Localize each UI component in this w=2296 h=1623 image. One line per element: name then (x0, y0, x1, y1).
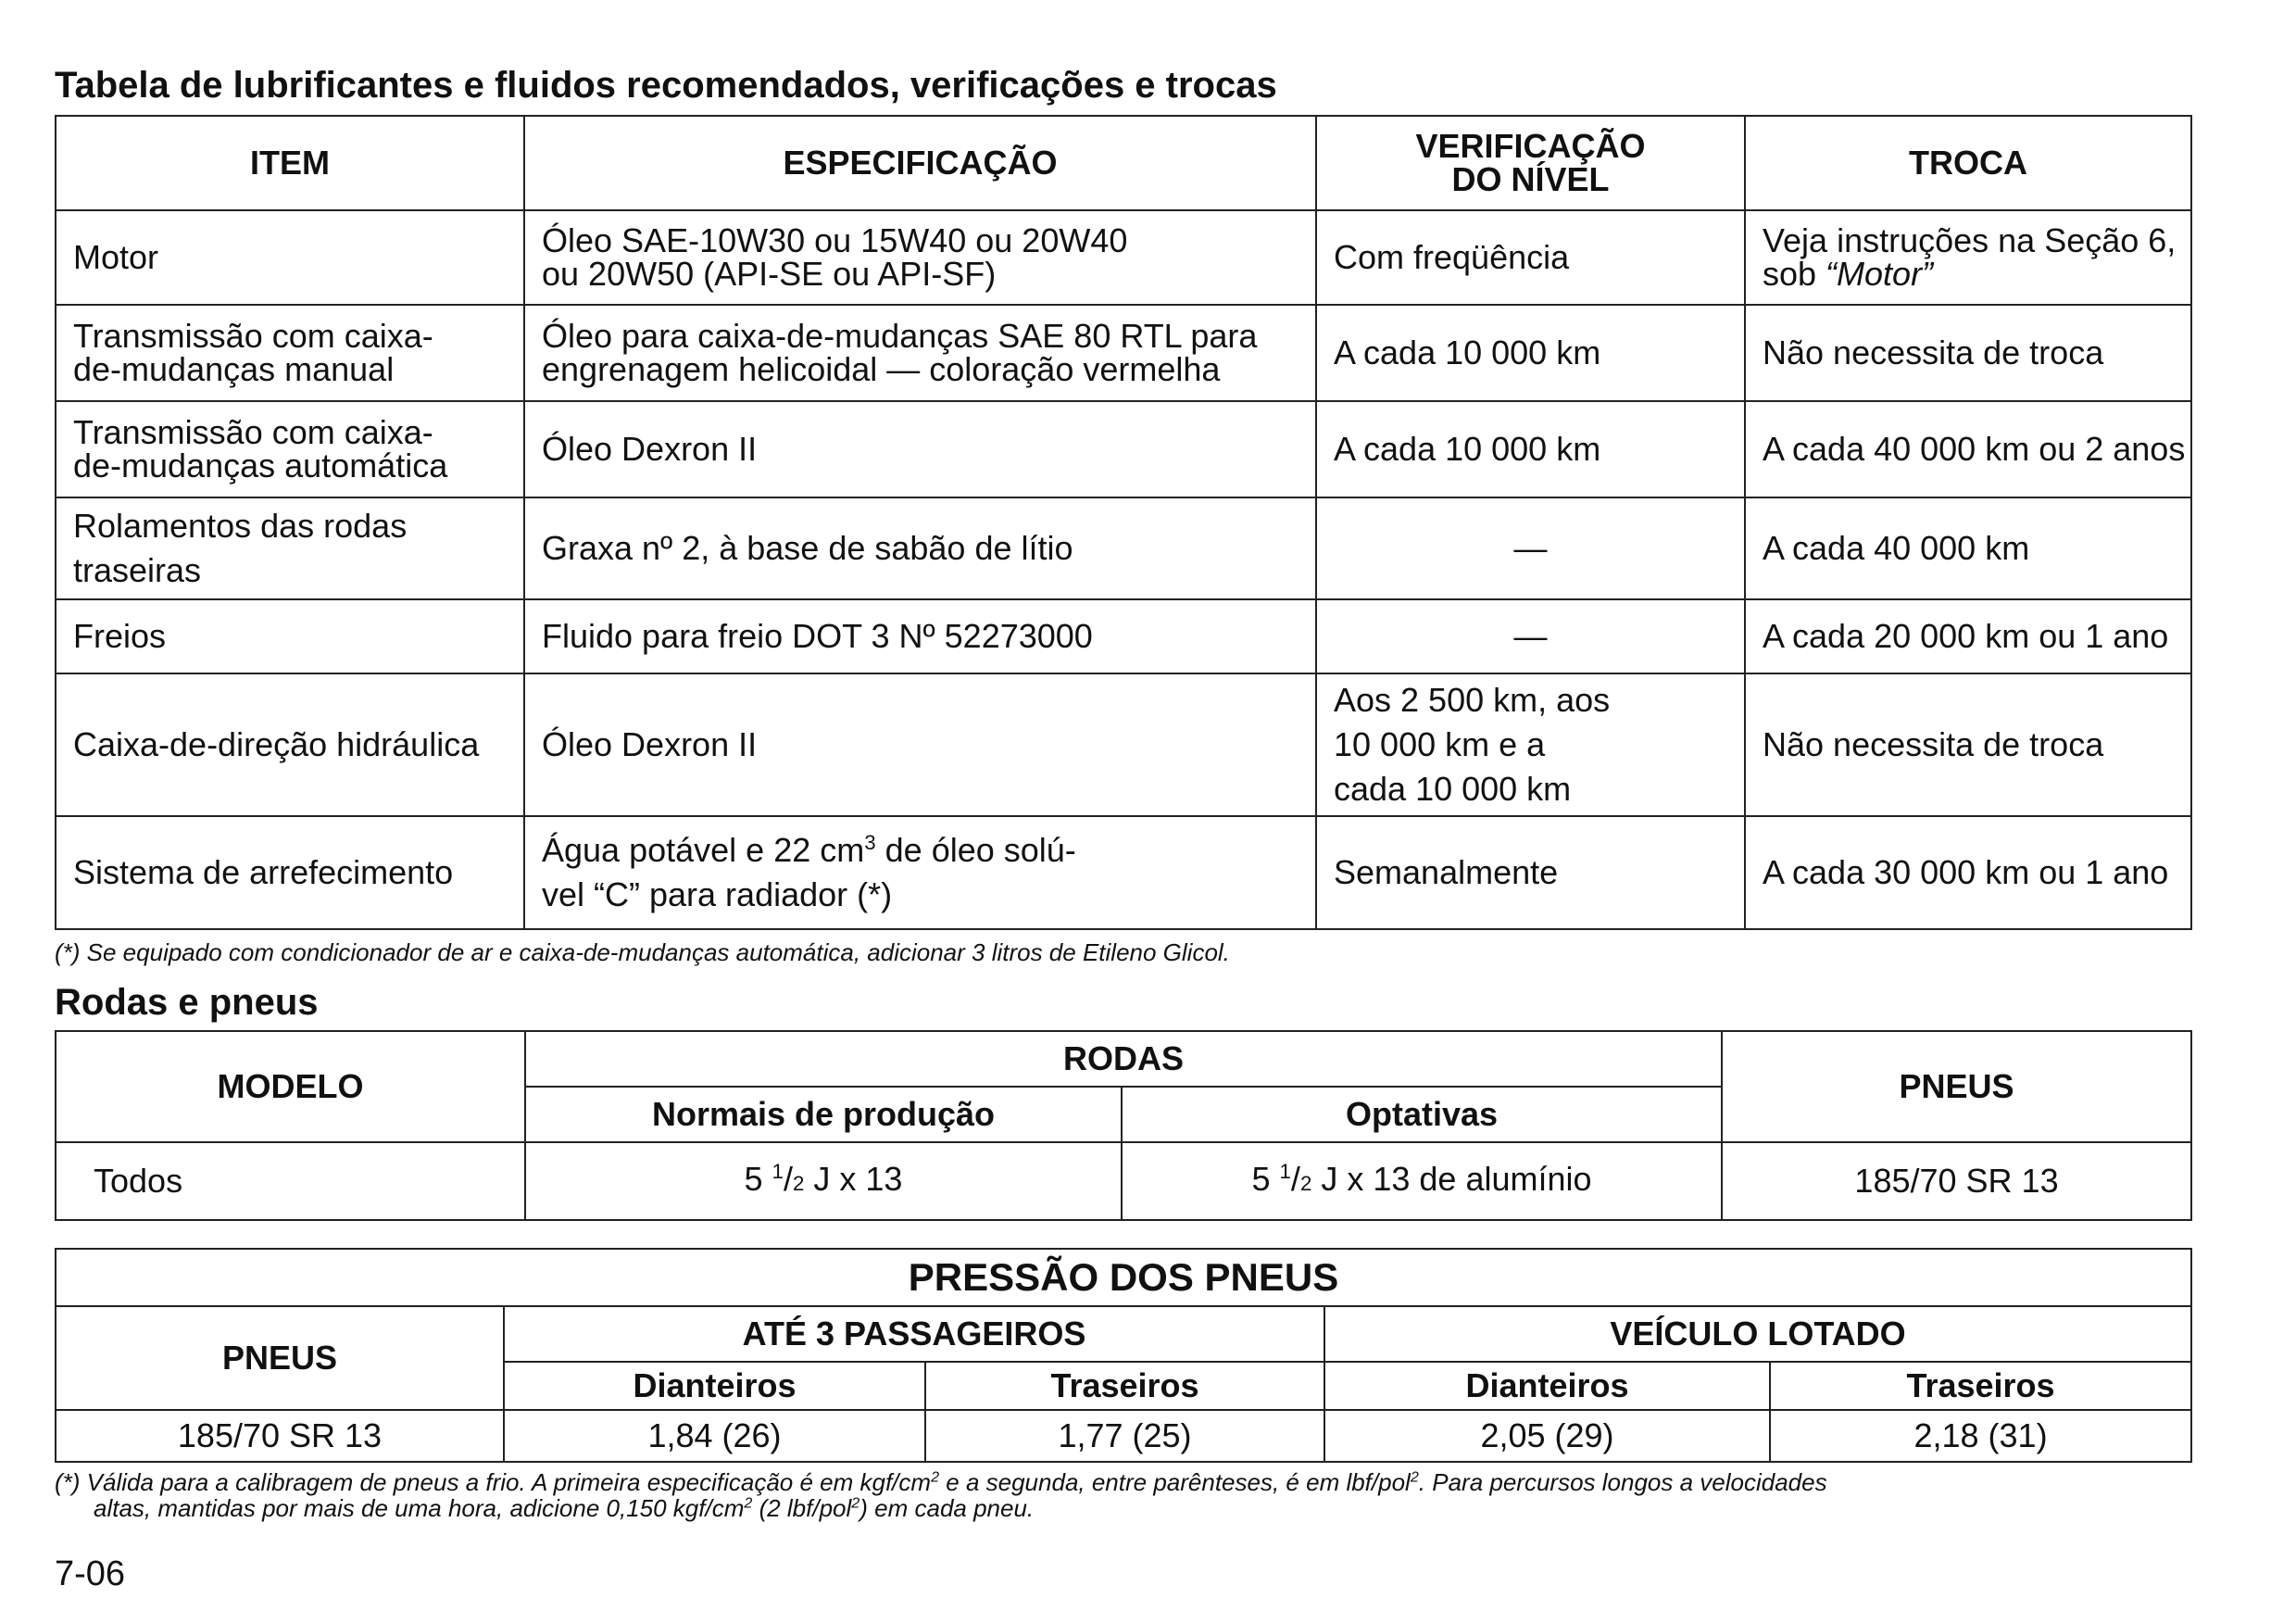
check-cell (1316, 816, 1745, 929)
cell-text: J x 13 de alumínio (1311, 1159, 1592, 1198)
header-spec: ESPECIFICAÇÃO (524, 116, 1316, 210)
cell-line: Óleo SAE-10W30 ou 15W40 ou 20W40 (542, 221, 1128, 259)
item-cell (56, 497, 524, 599)
cell-text: 5 (1251, 1159, 1280, 1198)
check-cell (1316, 305, 1745, 401)
header-check-line1: VERIFICAÇÃO (1415, 127, 1646, 165)
cell-line: A cada 20 000 km ou 1 ano (1763, 617, 2169, 655)
pressure-title-row (56, 1249, 2191, 1306)
header-check-line2: DO NÍVEL (1451, 160, 1610, 198)
cell-text: J x 13 (804, 1159, 903, 1198)
table-row (56, 497, 2191, 599)
item-cell (56, 210, 524, 305)
cell-line: traseiras (73, 551, 202, 589)
spec-cell (524, 497, 1316, 599)
front-pressure-cell: 1,84 (26) (504, 1410, 925, 1462)
cell-line: Semanalmente (1334, 853, 1559, 891)
header-wheels: RODAS (525, 1031, 1722, 1087)
cell-line: Transmissão com caixa- (73, 317, 433, 355)
footnote-text: altas, mantidas por mais de uma hora, adicione 0,150 kgf/cm (94, 1494, 745, 1522)
cell-line: Óleo para caixa-de-mudanças SAE 80 RTL para (542, 317, 1258, 355)
footnote-line (55, 1495, 2190, 1521)
lubricants-header-row (56, 116, 2191, 210)
header-item: ITEM (56, 116, 524, 210)
tire-pressure-table (55, 1248, 2192, 1463)
lubricants-footnote: (*) Se equipado com condicionador de ar e caixa-de-mudanças automática, adicionar 3 litros de Etileno Glicol. (55, 938, 1230, 966)
wheels-table (55, 1030, 2192, 1221)
footnote-text: (2 lbf/pol (752, 1494, 852, 1522)
cell-line: Freios (73, 617, 167, 655)
change-cell (1745, 673, 2191, 816)
cell-line: de-mudanças automática (73, 447, 448, 484)
change-cell (1745, 210, 2191, 305)
table-row (56, 673, 2191, 816)
superscript: 2 (1410, 1468, 1419, 1486)
page-number: 7-06 (55, 1554, 126, 1593)
cell-line: Fluido para freio DOT 3 Nº 52273000 (542, 617, 1093, 655)
pressure-header-row (56, 1306, 2191, 1362)
spec-cell (524, 305, 1316, 401)
cell-line: Transmissão com caixa- (73, 413, 433, 451)
rear-pressure-cell: 1,77 (25) (925, 1410, 1324, 1462)
cell-line: ou 20W50 (API-SE ou API-SF) (542, 255, 997, 293)
model-cell: Todos (56, 1142, 525, 1220)
item-cell (56, 816, 524, 929)
cell-line: 10 000 km e a (1334, 725, 1546, 763)
cell-line: vel “C” para radiador (*) (542, 875, 893, 913)
check-cell (1316, 599, 1745, 673)
footnote-text: ) em cada pneu. (859, 1494, 1035, 1522)
header-rear: Traseiros (1770, 1362, 2191, 1410)
superscript: 2 (744, 1494, 753, 1512)
pressure-footnote (55, 1469, 2190, 1521)
item-cell (56, 401, 524, 497)
tires-cell: 185/70 SR 13 (56, 1410, 504, 1462)
header-front: Dianteiros (504, 1362, 925, 1410)
table-row (56, 210, 2191, 305)
table-row (56, 816, 2191, 929)
wheels-title: Rodas e pneus (55, 982, 319, 1023)
superscript: 3 (864, 831, 876, 854)
change-cell (1745, 305, 2191, 401)
header-tires: PNEUS (56, 1306, 504, 1410)
wheels-header-row (56, 1031, 2191, 1087)
header-up-to-3: ATÉ 3 PASSAGEIROS (504, 1306, 1324, 1362)
fraction-numerator: 1 (1279, 1159, 1291, 1183)
cell-line: Não necessita de troca (1763, 333, 2104, 371)
spec-cell (524, 599, 1316, 673)
header-check (1316, 116, 1745, 210)
pressure-title: PRESSÃO DOS PNEUS (56, 1249, 2191, 1306)
cell-line: A cada 40 000 km (1763, 529, 2030, 567)
cell-line: de-mudanças manual (73, 350, 395, 388)
header-optional: Optativas (1122, 1087, 1722, 1142)
cell-line: Óleo Dexron II (542, 430, 758, 468)
superscript: 2 (931, 1468, 940, 1486)
front-pressure-cell: 2,05 (29) (1324, 1410, 1770, 1462)
header-rear: Traseiros (925, 1362, 1324, 1410)
cell-line: Veja instruções na Seção 6, (1763, 221, 2177, 259)
footnote-text: e a segunda, entre parênteses, é em lbf/pol (939, 1468, 1411, 1496)
cell-text: Água potável e 22 cm (542, 831, 865, 869)
header-model: MODELO (56, 1031, 525, 1142)
change-cell (1745, 497, 2191, 599)
lubricants-table (55, 115, 2192, 930)
standard-wheel-cell: 5 $^1$/2 J x 13 (525, 1142, 1122, 1220)
cell-line: Caixa-de-direção hidráulica (73, 725, 480, 763)
cell-italic-text: “Motor” (1826, 255, 1934, 293)
table-row (56, 1410, 2191, 1462)
rear-pressure-cell: 2,18 (31) (1770, 1410, 2191, 1462)
superscript: 2 (851, 1494, 860, 1512)
fraction-denominator: 2 (792, 1171, 805, 1195)
table-row (56, 305, 2191, 401)
change-cell (1745, 599, 2191, 673)
check-cell (1316, 673, 1745, 816)
lubricants-title: Tabela de lubrificantes e fluidos recomendados, verificações e trocas (55, 65, 1277, 106)
cell-line: Com freqüência (1334, 238, 1570, 276)
cell-line: engrenagem helicoidal — coloração vermelha (542, 350, 1221, 388)
cell-line: Aos 2 500 km, aos (1334, 681, 1611, 719)
spec-cell (524, 673, 1316, 816)
check-cell (1316, 497, 1745, 599)
cell-line: Graxa nº 2, à base de sabão de lítio (542, 529, 1073, 567)
spec-cell (524, 401, 1316, 497)
check-cell (1316, 210, 1745, 305)
cell-text: sob (1763, 255, 1826, 293)
cell-line: A cada 10 000 km (1334, 333, 1601, 371)
cell-line: A cada 40 000 km ou 2 anos (1763, 430, 2186, 468)
item-cell (56, 305, 524, 401)
cell-line: Motor (73, 238, 159, 276)
cell-text: de óleo solú- (875, 831, 1076, 869)
header-full-load: VEÍCULO LOTADO (1324, 1306, 2191, 1362)
footnote-line (55, 1469, 2190, 1495)
tires-cell: 185/70 SR 13 (1722, 1142, 2191, 1220)
cell-line (1763, 255, 2190, 293)
footnote-text: . Para percursos longos a velocidades (1418, 1468, 1827, 1496)
header-change: TROCA (1745, 116, 2191, 210)
cell-line: — (1513, 617, 1548, 655)
cell-line: cada 10 000 km (1334, 770, 1572, 808)
cell-line: Não necessita de troca (1763, 725, 2104, 763)
footnote-text: (*) Válida para a calibragem de pneus a frio. A primeira especificação é em kgf/cm (55, 1468, 932, 1496)
change-cell (1745, 816, 2191, 929)
table-row (56, 599, 2191, 673)
change-cell (1745, 401, 2191, 497)
header-front: Dianteiros (1324, 1362, 1770, 1410)
fraction-numerator: 1 (772, 1159, 784, 1183)
check-cell (1316, 401, 1745, 497)
header-tires: PNEUS (1722, 1031, 2191, 1142)
item-cell (56, 599, 524, 673)
cell-line: A cada 10 000 km (1334, 430, 1601, 468)
header-standard: Normais de produção (525, 1087, 1122, 1142)
cell-line: Rolamentos das rodas (73, 507, 408, 545)
spec-cell (524, 210, 1316, 305)
cell-text: 5 (744, 1159, 772, 1198)
cell-line: Sistema de arrefecimento (73, 853, 454, 891)
cell-line (542, 828, 1315, 873)
cell-line: Óleo Dexron II (542, 725, 758, 763)
fraction-denominator: 2 (1299, 1171, 1312, 1195)
spec-cell (524, 816, 1316, 929)
table-row (56, 401, 2191, 497)
item-cell (56, 673, 524, 816)
cell-line: A cada 30 000 km ou 1 ano (1763, 853, 2169, 891)
optional-wheel-cell: 5 $^1$/2 J x 13 de alumínio (1122, 1142, 1722, 1220)
cell-line: — (1513, 529, 1548, 567)
table-row (56, 1142, 2191, 1220)
